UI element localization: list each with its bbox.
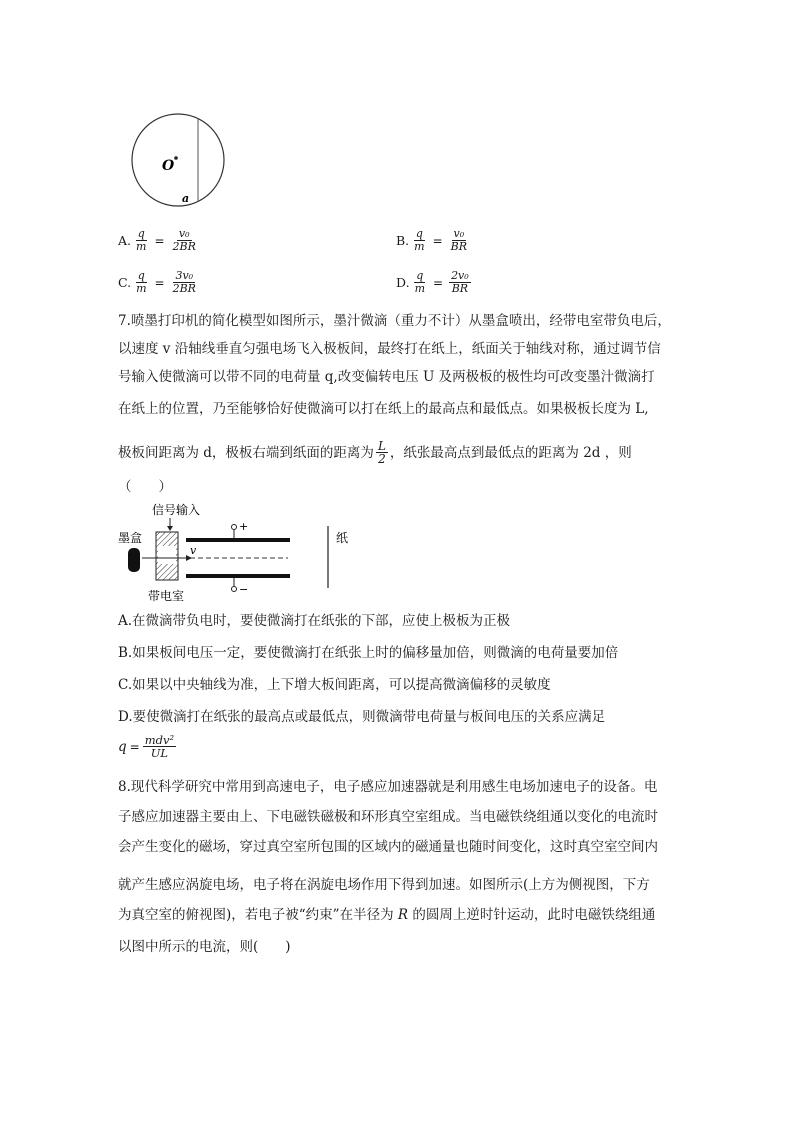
circle-boundary [132, 114, 224, 206]
q7-formula: q = $\frac{\text{mdv²}}{UL}$ [118, 733, 175, 760]
option-d[interactable]: D. $\frac{q}{m}$ = $\frac{\text{2v₀}}{BR}$ [396, 269, 469, 295]
q7-line-2: 以速度 v 沿轴线垂直匀强电场飞入极板间，最终打在纸上，纸面关于轴线对称，通过调节信 [118, 341, 661, 357]
q7-option-a[interactable]: A.在微滴带负电时，要使微滴打在纸张的下部，应使上极板为正极 [118, 613, 511, 629]
q8-line-5: 为真空室的俯视图)，若电子被“约束”在半径为 R 的圆周上逆时针运动，此时电磁铁绕组通 [118, 907, 656, 923]
q8-line-2: 子感应加速器主要由上、下电磁铁磁极和环形真空室组成。当电磁铁绕组通以变化的电流时 [118, 809, 658, 825]
inkjet-diagram [118, 500, 358, 604]
plus-sign: + [239, 520, 249, 533]
q7-option-d[interactable]: D.要使微滴打在纸张的最高点或最低点，则微滴带电荷量与板间电压的关系应满足 [118, 709, 606, 725]
ink-box-label: 墨盒 [118, 531, 143, 545]
q7-paren: （ ） [118, 479, 172, 495]
option-b[interactable]: B. $\frac{q}{m}$ = $\frac{\text{v₀}}{BR}$ [396, 227, 468, 253]
q7-option-b[interactable]: B.如果板间电压一定，要使微滴打在纸张上时的偏移量加倍，则微滴的电荷量要加倍 [118, 645, 619, 661]
q7-line-1: 7.喷墨打印机的简化模型如图所示，墨汁微滴（重力不计）从墨盒喷出，经带电室带负电后， [118, 313, 671, 329]
option-a[interactable]: A. $\frac{q}{m}$ = $\frac{\text{v₀}}{2BR}$ [118, 227, 196, 253]
charge-room-label: 带电室 [148, 589, 185, 603]
ink-box-icon [128, 548, 140, 572]
circle-figure [118, 112, 238, 212]
q7-option-c[interactable]: C.如果以中央轴线为准，上下增大板间距离，可以提高微滴偏移的灵敏度 [118, 677, 551, 693]
q7-line-4: 在纸上的位置，乃至能够恰好使微滴可以打在纸上的最高点和最低点。如果极板长度为 L, [118, 401, 649, 417]
center-dot [174, 156, 178, 160]
option-c[interactable]: C. $\frac{q}{m}$ = $\frac{\text{3v₀}}{2BR}$ [118, 269, 196, 295]
point-label: a [182, 192, 190, 205]
velocity-label: v [190, 544, 197, 557]
q8-line-6: 以图中所示的电流，则( ) [118, 939, 291, 955]
q8-line-1: 8.现代科学研究中常用到高速电子，电子感应加速器就是利用感生电场加速电子的设备。电 [118, 779, 658, 795]
q8-line-4: 就产生感应涡旋电场，电子将在涡旋电场作用下得到加速。如图所示(上方为侧视图，下方 [118, 877, 650, 893]
q8-line-3: 会产生变化的磁场，穿过真空室所包围的区域内的磁通量也随时间变化，这时真空室空间内 [118, 839, 658, 855]
paper-label: 纸 [336, 531, 349, 545]
q7-line-5: 极板间距离为 d，极板右端到纸面的距离为 $\frac{L}{2}$ ，纸张最高点到最低点的距离为 2d ，则 [118, 439, 632, 466]
center-label: O [162, 158, 175, 174]
minus-sign: − [239, 583, 249, 596]
signal-input-label: 信号输入 [152, 503, 201, 517]
q7-line-3: 号输入使微滴可以带不同的电荷量 q,改变偏转电压 U 及两极板的极性均可改变墨汁微滴打 [118, 369, 655, 385]
